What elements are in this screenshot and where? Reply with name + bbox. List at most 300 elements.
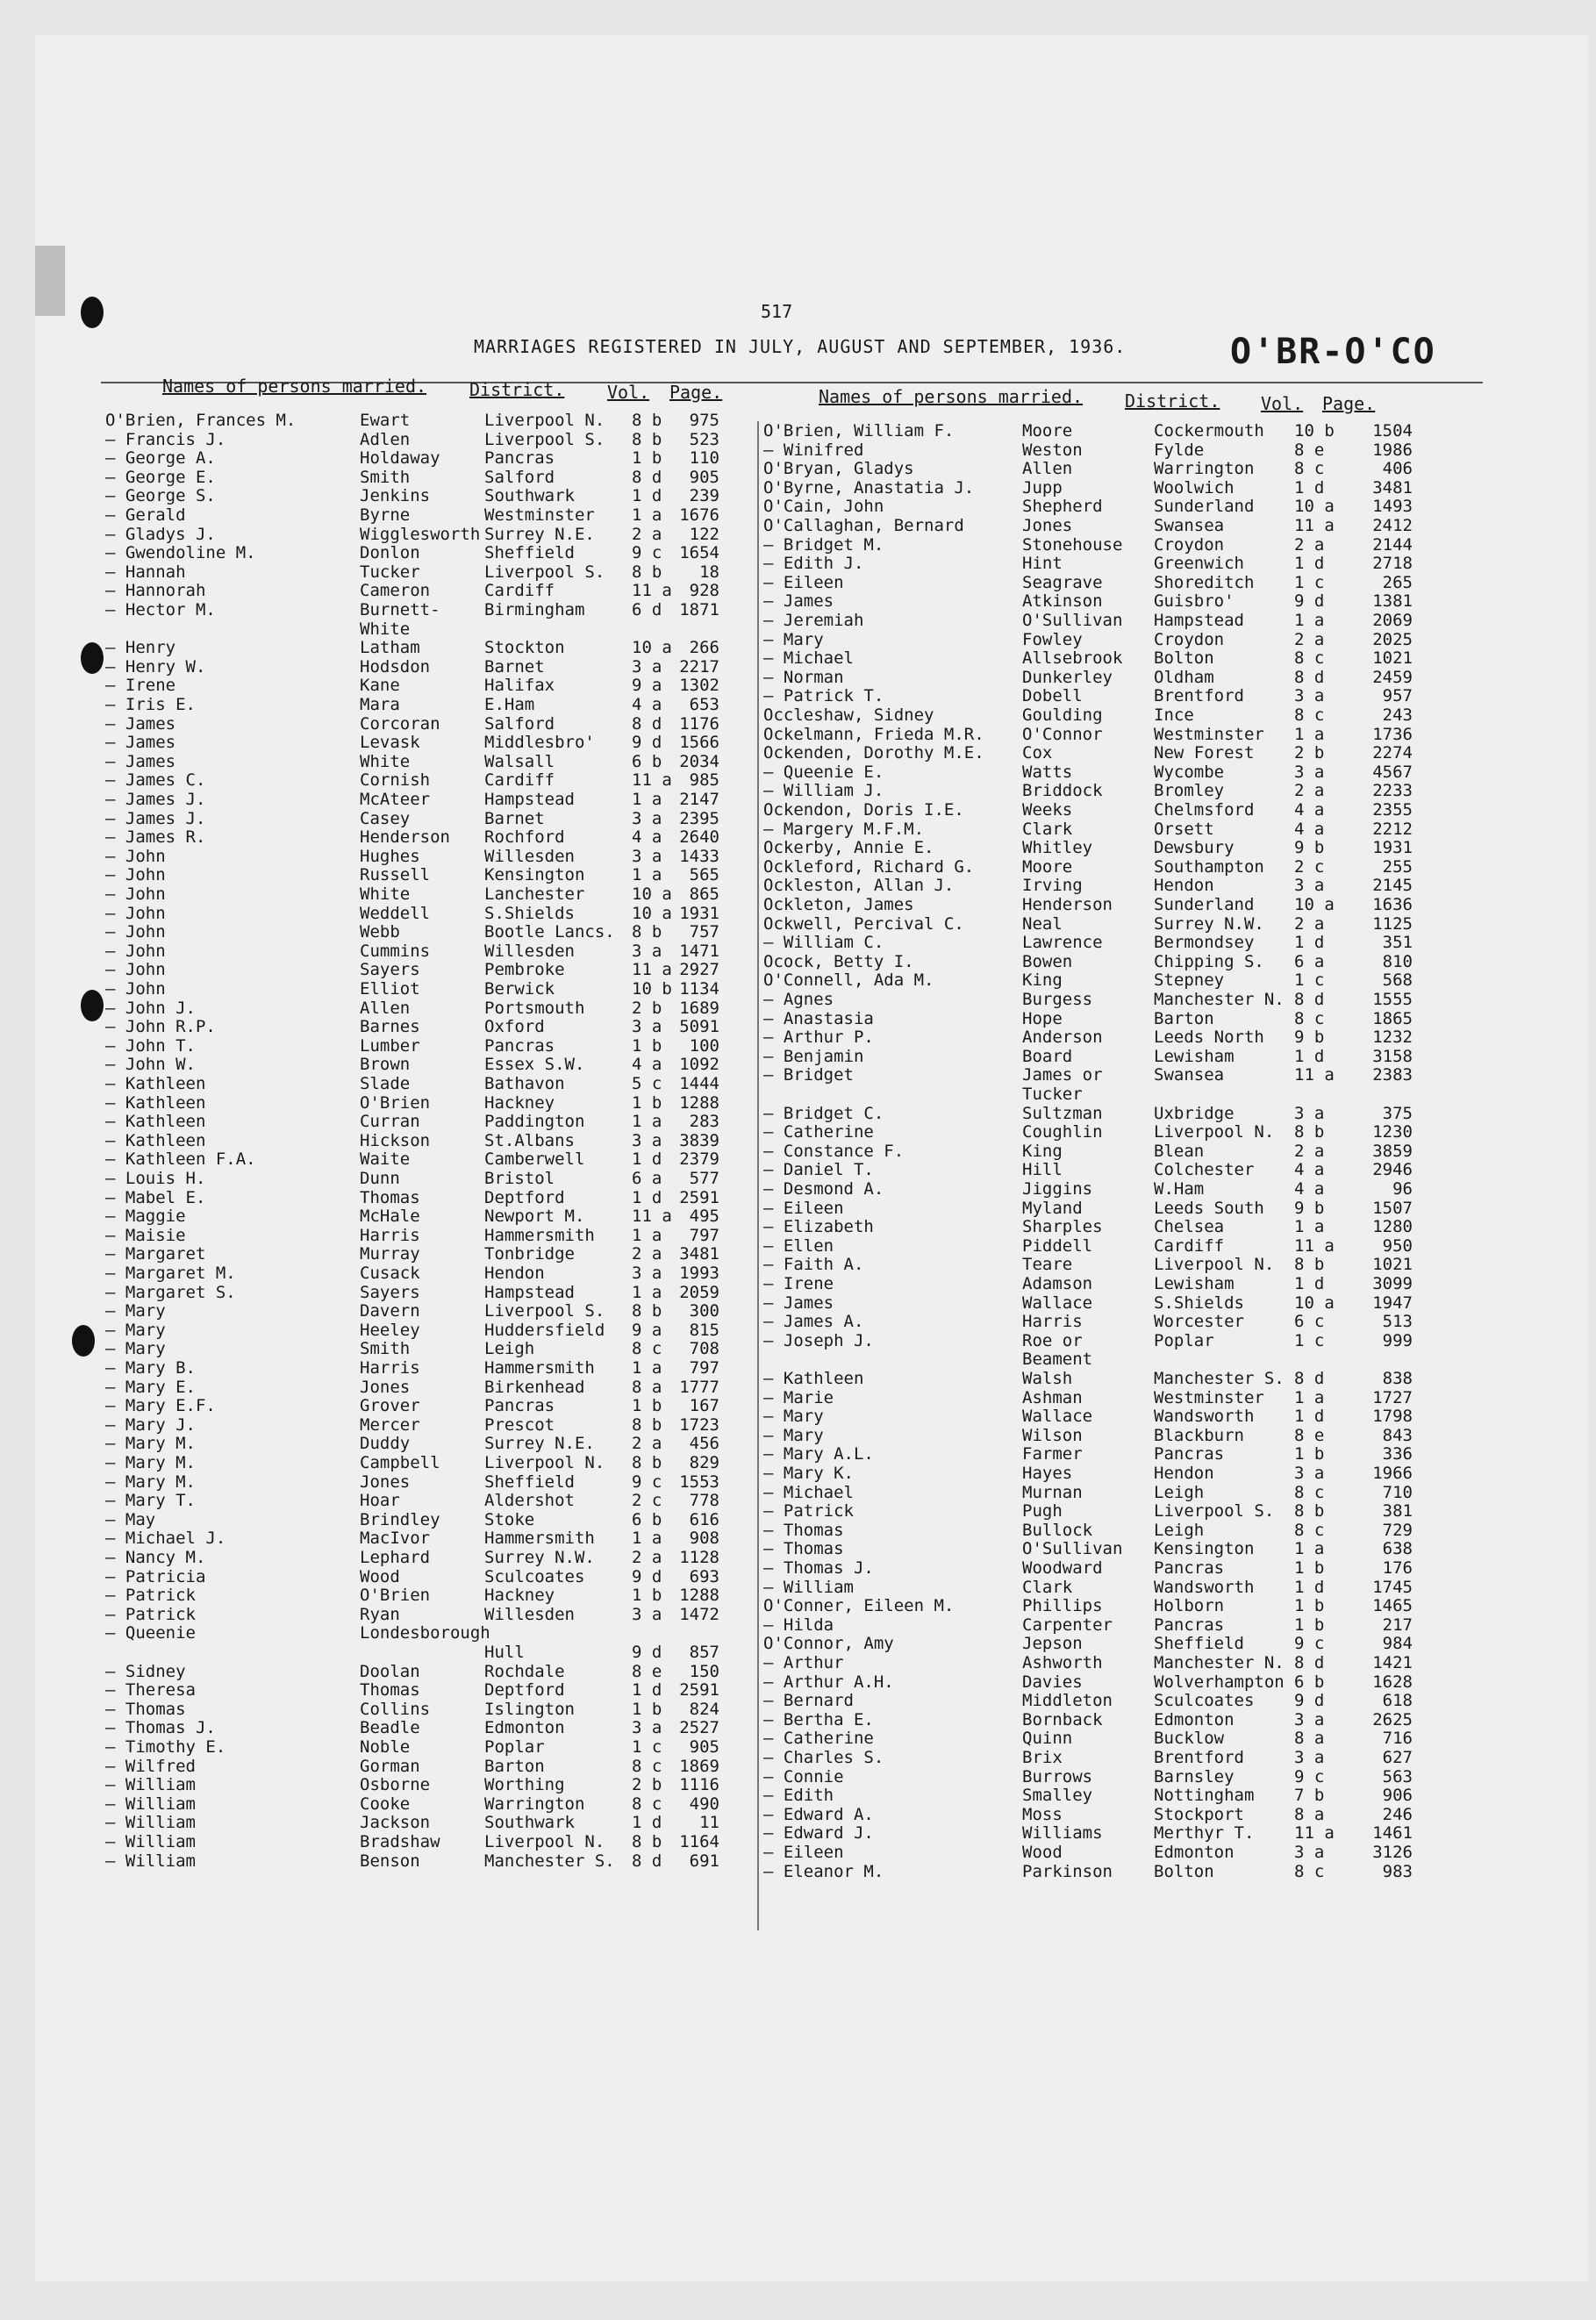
register-entry-row <box>763 611 1413 630</box>
entry-district: Barnsley <box>1154 1766 1235 1787</box>
entry-district: Surrey N.W. <box>1154 913 1264 934</box>
register-entry-row <box>105 1226 719 1245</box>
register-entry-row <box>763 952 1413 971</box>
entry-spouse-surname: Parkinson <box>1022 1861 1113 1881</box>
entry-name: O'Brien, William F. <box>763 421 955 440</box>
entry-page: 2233 <box>1372 781 1413 801</box>
entry-page: 2459 <box>1372 667 1413 687</box>
entry-name: — Bertha E. <box>763 1709 874 1729</box>
entry-name: — Michael <box>763 648 854 669</box>
entry-volume: 1 a <box>632 505 662 525</box>
entry-name: — Marie <box>763 1387 834 1407</box>
register-entry-row <box>105 1700 719 1719</box>
entry-spouse-surname: Stonehouse <box>1022 534 1123 555</box>
entry-volume: 10 b <box>632 979 672 999</box>
entry-district: Sculcoates <box>484 1566 585 1586</box>
entry-district: Deptford <box>484 1680 565 1701</box>
entry-spouse-surname: Atkinson <box>1022 591 1103 612</box>
entry-name: — Patrick T. <box>763 686 884 706</box>
entry-name: — Edward A. <box>763 1804 874 1824</box>
register-entry-row <box>763 1843 1413 1862</box>
entry-spouse-surname: Hughes <box>360 846 420 866</box>
entry-page: 1493 <box>1372 497 1413 517</box>
register-entry-row <box>763 1179 1413 1199</box>
register-entry-row <box>763 1104 1413 1123</box>
entry-district: Pancras <box>1154 1444 1225 1464</box>
entry-volume: 8 b <box>632 922 662 942</box>
register-entry-row <box>763 1369 1413 1388</box>
entry-spouse-surname: Webb <box>360 922 400 942</box>
entry-volume: 1 b <box>1294 1558 1325 1578</box>
entry-spouse-surname: Hill <box>1022 1160 1063 1180</box>
entry-name: — George S. <box>105 486 216 506</box>
entry-page: 1636 <box>1372 895 1413 914</box>
entry-page: 906 <box>1382 1786 1413 1806</box>
entry-volume: 8 d <box>1294 1369 1325 1388</box>
entry-district: Fylde <box>1154 440 1205 460</box>
entry-page: 110 <box>689 448 719 469</box>
entry-name: — John <box>105 846 166 866</box>
entry-spouse-surname: Waite <box>360 1149 411 1170</box>
entry-spouse-surname: Jenkins <box>360 486 431 506</box>
entry-volume: 1 b <box>632 1092 662 1113</box>
entry-page: 797 <box>689 1225 719 1245</box>
entry-district: Leeds South <box>1154 1198 1264 1218</box>
entry-district: Hampstead <box>484 1282 575 1302</box>
entry-name: — Arthur P. <box>763 1028 874 1048</box>
register-entry-row <box>105 942 719 961</box>
entry-spouse-surname: Curran <box>360 1112 420 1132</box>
register-entry-row <box>763 516 1413 535</box>
entry-district: Middlesbro' <box>484 733 595 753</box>
entry-page: 2059 <box>679 1282 719 1302</box>
entry-name: — Thomas <box>763 1520 844 1540</box>
entry-page: 618 <box>1382 1691 1413 1711</box>
register-entry-row <box>105 505 719 525</box>
entry-district: Chelsea <box>1154 1217 1225 1237</box>
entry-page: 815 <box>689 1320 719 1340</box>
entry-volume: 1 b <box>632 1396 662 1416</box>
entry-name: — Mary K. <box>763 1464 854 1483</box>
entry-volume: 8 d <box>1294 667 1325 687</box>
register-entry-row <box>763 1710 1413 1729</box>
entry-page: 1433 <box>679 846 719 866</box>
entry-page: 1381 <box>1372 591 1413 612</box>
register-entry-row <box>763 1558 1413 1578</box>
entry-page: 1993 <box>679 1264 719 1283</box>
register-entry-row <box>763 933 1413 952</box>
entry-spouse-surname: Adamson <box>1022 1274 1093 1293</box>
entry-name: — Kathleen <box>105 1112 206 1132</box>
register-entry-row <box>105 1472 719 1492</box>
left-header-vol: Vol. <box>607 382 650 403</box>
entry-district: Barnet <box>484 808 545 828</box>
page-tab-mark <box>35 246 65 316</box>
entry-name: — John W. <box>105 1055 196 1075</box>
entry-spouse-surname: Middleton <box>1022 1691 1113 1711</box>
register-entry-row <box>105 809 719 828</box>
entry-spouse-surname: Harris <box>360 1225 420 1245</box>
entry-district: Hackney <box>484 1586 555 1606</box>
entry-volume: 3 a <box>632 941 662 961</box>
entry-name: — Daniel T. <box>763 1160 874 1180</box>
entry-page: 2927 <box>679 960 719 980</box>
register-entry-row <box>105 676 719 695</box>
entry-name: Ockenden, Dorothy M.E. <box>763 743 984 763</box>
entry-district: Kensington <box>484 865 585 885</box>
entry-volume: 7 b <box>1294 1786 1325 1806</box>
entry-name: O'Callaghan, Bernard <box>763 516 964 535</box>
entry-page: 2217 <box>679 656 719 677</box>
entry-volume: 3 a <box>632 656 662 677</box>
entry-spouse-surname: Cooke <box>360 1794 411 1814</box>
entry-volume: 1 b <box>632 448 662 469</box>
entry-spouse-surname: Myland <box>1022 1198 1083 1218</box>
register-entry-row <box>763 990 1413 1009</box>
entry-volume: 8 a <box>1294 1729 1325 1749</box>
entry-district: Liverpool N. <box>484 411 605 430</box>
entry-page: 563 <box>1382 1766 1413 1787</box>
entry-volume: 1 c <box>1294 970 1325 991</box>
entry-name: — Bridget C. <box>763 1103 884 1123</box>
entry-volume: 8 c <box>632 1756 662 1776</box>
entry-district: Stepney <box>1154 970 1225 991</box>
register-entry-row <box>105 657 719 677</box>
entry-volume: 9 c <box>1294 1766 1325 1787</box>
entry-volume: 2 a <box>632 1548 662 1567</box>
entry-district: Liverpool S. <box>484 562 605 582</box>
column-divider <box>757 421 759 1930</box>
entry-volume: 8 c <box>632 1339 662 1359</box>
entry-spouse-surname: Allen <box>1022 459 1073 479</box>
register-entry-row <box>105 1643 719 1662</box>
entry-page: 857 <box>689 1643 719 1662</box>
right-header-page: Page. <box>1322 393 1376 414</box>
entry-volume: 2 a <box>1294 534 1325 555</box>
register-entry-row <box>763 725 1413 744</box>
entry-name: — James J. <box>105 808 206 828</box>
entry-volume: 9 b <box>1294 838 1325 858</box>
entry-spouse-surname: Lawrence <box>1022 933 1103 953</box>
entry-spouse-surname: Wood <box>360 1566 400 1586</box>
register-entry-row <box>105 1548 719 1567</box>
entry-spouse-surname: King <box>1022 970 1063 991</box>
punch-hole-mark <box>81 642 104 674</box>
entry-district: Bristol <box>484 1169 555 1188</box>
register-entry-row <box>105 1301 719 1321</box>
entry-volume: 10 a <box>632 884 672 904</box>
register-entry-row <box>763 1085 1413 1104</box>
entry-spouse-surname: Quinn <box>1022 1729 1073 1749</box>
entry-page: 167 <box>689 1396 719 1416</box>
entry-volume: 3 a <box>1294 686 1325 706</box>
entry-spouse-surname: Jiggins <box>1022 1179 1093 1199</box>
entry-name: — Patrick <box>105 1604 196 1624</box>
entry-spouse-surname: Holdaway <box>360 448 440 469</box>
entry-page: 523 <box>689 429 719 449</box>
entry-page: 513 <box>1382 1312 1413 1332</box>
entry-page: 1230 <box>1372 1122 1413 1142</box>
entry-volume: 11 a <box>632 581 672 601</box>
punch-hole-mark <box>72 1325 95 1357</box>
register-entry-row <box>105 922 719 942</box>
entry-spouse-surname: Pugh <box>1022 1501 1063 1522</box>
entry-page: 984 <box>1382 1634 1413 1654</box>
entry-page: 1986 <box>1372 440 1413 460</box>
entry-page: 2383 <box>1372 1065 1413 1085</box>
register-entry-row <box>105 1680 719 1700</box>
entry-district: Westminster <box>1154 724 1264 744</box>
entry-district: Newport M. <box>484 1207 585 1227</box>
entry-page: 3126 <box>1372 1843 1413 1862</box>
entry-page: 351 <box>1382 933 1413 953</box>
entry-volume: 1 d <box>632 1187 662 1207</box>
entry-name: — Gerald <box>105 505 186 525</box>
entry-spouse-surname: Thomas <box>360 1680 420 1701</box>
entry-page: 950 <box>1382 1235 1413 1256</box>
entry-district: Liverpool S. <box>484 1301 605 1321</box>
register-entry-row <box>105 600 719 619</box>
entry-page: 1116 <box>679 1775 719 1795</box>
entry-page: 217 <box>1382 1615 1413 1635</box>
entry-volume: 8 c <box>1294 648 1325 669</box>
entry-spouse-surname: Brix <box>1022 1748 1063 1767</box>
register-entry-row <box>763 591 1413 611</box>
register-entry-row <box>105 581 719 600</box>
entry-page: 266 <box>689 638 719 658</box>
entry-district: W.Ham <box>1154 1179 1205 1199</box>
entry-volume: 6 b <box>1294 1672 1325 1692</box>
entry-volume: 4 a <box>632 1055 662 1075</box>
entry-name: — James J. <box>105 790 206 809</box>
entry-name: — Catherine <box>763 1122 874 1142</box>
entry-page: 3859 <box>1372 1141 1413 1161</box>
entry-spouse-surname: Grover <box>360 1396 420 1416</box>
entry-page: 495 <box>689 1207 719 1227</box>
entry-district: Woolwich <box>1154 477 1235 498</box>
register-entry-row <box>763 1464 1413 1483</box>
entry-district: Worthing <box>484 1775 565 1795</box>
entry-volume: 1 d <box>1294 554 1325 574</box>
register-entry-row <box>105 1378 719 1397</box>
entry-district: Paddington <box>484 1112 585 1132</box>
register-entry-row <box>763 1521 1413 1540</box>
entry-spouse-surname: Dunkerley <box>1022 667 1113 687</box>
register-entry-row <box>105 411 719 430</box>
entry-spouse-surname: Jackson <box>360 1813 431 1833</box>
register-entry-row <box>105 1358 719 1378</box>
register-entry-row <box>105 1813 719 1832</box>
entry-page: 1504 <box>1372 421 1413 440</box>
entry-name: — William <box>105 1794 196 1814</box>
entry-page: 1947 <box>1372 1292 1413 1313</box>
entry-district: Liverpool S. <box>484 429 605 449</box>
entry-district: Surrey N.E. <box>484 524 595 544</box>
entry-district: Salford <box>484 713 555 734</box>
entry-spouse-surname: Wilson <box>1022 1425 1083 1445</box>
entry-spouse-surname: Coughlin <box>1022 1122 1103 1142</box>
entry-page: 1461 <box>1372 1823 1413 1844</box>
entry-district: Liverpool N. <box>1154 1255 1275 1275</box>
entry-volume: 9 c <box>632 543 662 563</box>
register-entry-row <box>763 1578 1413 1597</box>
entry-page: 122 <box>689 524 719 544</box>
entry-spouse-surname: Benson <box>360 1851 420 1871</box>
entry-volume: 8 c <box>1294 1520 1325 1540</box>
entry-name: — Nancy M. <box>105 1548 206 1567</box>
entry-district: Essex S.W. <box>484 1055 585 1075</box>
entry-name: — Arthur A.H. <box>763 1672 894 1692</box>
register-entry-row <box>105 486 719 505</box>
entry-name: — Hector M. <box>105 600 216 619</box>
left-header-district: District. <box>469 379 565 400</box>
entry-name: — John <box>105 884 166 904</box>
entry-volume: 3 a <box>632 846 662 866</box>
register-entry-row <box>105 1415 719 1435</box>
entry-volume: 9 c <box>1294 1634 1325 1654</box>
entry-spouse-surname: Weeks <box>1022 800 1073 820</box>
entry-page: 616 <box>689 1509 719 1529</box>
entry-name: — Agnes <box>763 990 834 1009</box>
entry-spouse-surname: Hickson <box>360 1130 431 1150</box>
register-entry-row <box>105 960 719 979</box>
entry-spouse-surname: Kane <box>360 676 400 696</box>
entry-spouse-surname: Sultzman <box>1022 1103 1103 1123</box>
entry-page: 568 <box>1382 970 1413 991</box>
entry-page: 2395 <box>679 808 719 828</box>
entry-name: O'Cain, John <box>763 497 884 517</box>
register-entry-row <box>105 1851 719 1871</box>
entry-name: — Patrick <box>763 1501 854 1522</box>
entry-district: Camberwell <box>484 1149 585 1170</box>
entry-district: S.Shields <box>1154 1292 1244 1313</box>
entry-spouse-surname: Beament <box>1022 1350 1093 1370</box>
entry-volume: 8 b <box>632 1301 662 1321</box>
entry-spouse-surname: Farmer <box>1022 1444 1083 1464</box>
right-header-vol: Vol. <box>1261 393 1304 414</box>
entry-name: — John J. <box>105 998 196 1018</box>
entry-name: — Louis H. <box>105 1169 206 1188</box>
entry-district: Willesden <box>484 941 575 961</box>
entry-district: Hammersmith <box>484 1225 595 1245</box>
entry-spouse-surname: Woodward <box>1022 1558 1103 1578</box>
entry-volume: 8 d <box>632 713 662 734</box>
entry-volume: 2 a <box>632 524 662 544</box>
entry-volume: 8 c <box>1294 1482 1325 1502</box>
entry-name: — Mary M. <box>105 1471 196 1492</box>
entry-name: Ockendon, Doris I.E. <box>763 800 964 820</box>
register-entry-row <box>763 705 1413 725</box>
entry-spouse-surname: Mercer <box>360 1414 420 1435</box>
entry-spouse-surname: Hope <box>1022 1008 1063 1028</box>
entry-spouse-surname: Briddock <box>1022 781 1103 801</box>
entry-district: Halifax <box>484 676 555 696</box>
entry-spouse-surname: Watts <box>1022 762 1073 782</box>
entry-name: Occleshaw, Sidney <box>763 705 934 725</box>
entry-volume: 8 a <box>1294 1804 1325 1824</box>
entry-district: Walsall <box>484 751 555 771</box>
register-entry-row <box>105 1567 719 1586</box>
entry-district: Wandsworth <box>1154 1577 1255 1597</box>
entry-spouse-surname: Smith <box>360 467 411 487</box>
entry-district: Liverpool N. <box>484 1832 605 1851</box>
register-entry-row <box>105 1112 719 1131</box>
entry-district: Blean <box>1154 1141 1205 1161</box>
entry-name: — Thomas <box>763 1539 844 1559</box>
entry-name: — Kathleen <box>763 1369 864 1388</box>
register-entry-row <box>105 1169 719 1188</box>
entry-volume: 1 a <box>632 1225 662 1245</box>
entry-page: 2640 <box>679 827 719 848</box>
entry-district: Berwick <box>484 979 555 999</box>
entry-page: 716 <box>1382 1729 1413 1749</box>
entry-page: 2355 <box>1372 800 1413 820</box>
entry-name: — Margaret <box>105 1244 206 1264</box>
entry-district: Liverpool N. <box>1154 1122 1275 1142</box>
entry-name: — Jeremiah <box>763 611 864 630</box>
register-entry-row <box>105 1055 719 1074</box>
entry-district: Deptford <box>484 1187 565 1207</box>
entry-spouse-surname: Walsh <box>1022 1369 1073 1388</box>
entry-district: Shoreditch <box>1154 572 1255 592</box>
entry-name: — Anastasia <box>763 1008 874 1028</box>
entry-district: Brentford <box>1154 686 1244 706</box>
entry-spouse-surname: Goulding <box>1022 705 1103 725</box>
entry-page: 265 <box>1382 572 1413 592</box>
entry-volume: 11 a <box>632 1207 672 1227</box>
entry-district: Sunderland <box>1154 895 1255 914</box>
entry-name: — Maggie <box>105 1207 186 1227</box>
entry-district: Lanchester <box>484 884 585 904</box>
entry-page: 1869 <box>679 1756 719 1776</box>
entry-page: 778 <box>689 1491 719 1511</box>
entry-spouse-surname: Tucker <box>360 562 420 582</box>
entry-volume: 1 a <box>632 790 662 809</box>
entry-name: — James A. <box>763 1312 864 1332</box>
entry-district: New Forest <box>1154 743 1255 763</box>
entry-district: Aldershot <box>484 1491 575 1511</box>
entry-page: 4567 <box>1372 762 1413 782</box>
entry-name: — Mary <box>105 1339 166 1359</box>
entry-page: 1628 <box>1372 1672 1413 1692</box>
register-entry-row <box>763 1729 1413 1748</box>
entry-district: Colchester <box>1154 1160 1255 1180</box>
entry-volume: 9 d <box>1294 591 1325 612</box>
entry-volume: 8 e <box>632 1661 662 1681</box>
entry-page: 2412 <box>1372 516 1413 535</box>
entry-page: 2625 <box>1372 1709 1413 1729</box>
entry-spouse-surname: McHale <box>360 1207 420 1227</box>
entry-volume: 10 a <box>632 903 672 923</box>
entry-spouse-surname: Whitley <box>1022 838 1093 858</box>
entry-page: 2718 <box>1372 554 1413 574</box>
entry-district: Rochford <box>484 827 565 848</box>
entry-spouse-surname: Jones <box>360 1471 411 1492</box>
entry-volume: 2 a <box>1294 1141 1325 1161</box>
entry-name: — Thomas J. <box>763 1558 874 1578</box>
entry-volume: 1 a <box>1294 1387 1325 1407</box>
register-entry-row <box>105 543 719 562</box>
entry-volume: 3 a <box>1294 876 1325 896</box>
entry-page: 985 <box>689 770 719 791</box>
entry-district: Hendon <box>1154 876 1214 896</box>
register-entry-row <box>763 1160 1413 1179</box>
entry-name: Ockelmann, Frieda M.R. <box>763 724 984 744</box>
entry-page: 1507 <box>1372 1198 1413 1218</box>
register-entry-row <box>763 1274 1413 1293</box>
entry-page: 1232 <box>1372 1028 1413 1048</box>
entry-page: 1654 <box>679 543 719 563</box>
